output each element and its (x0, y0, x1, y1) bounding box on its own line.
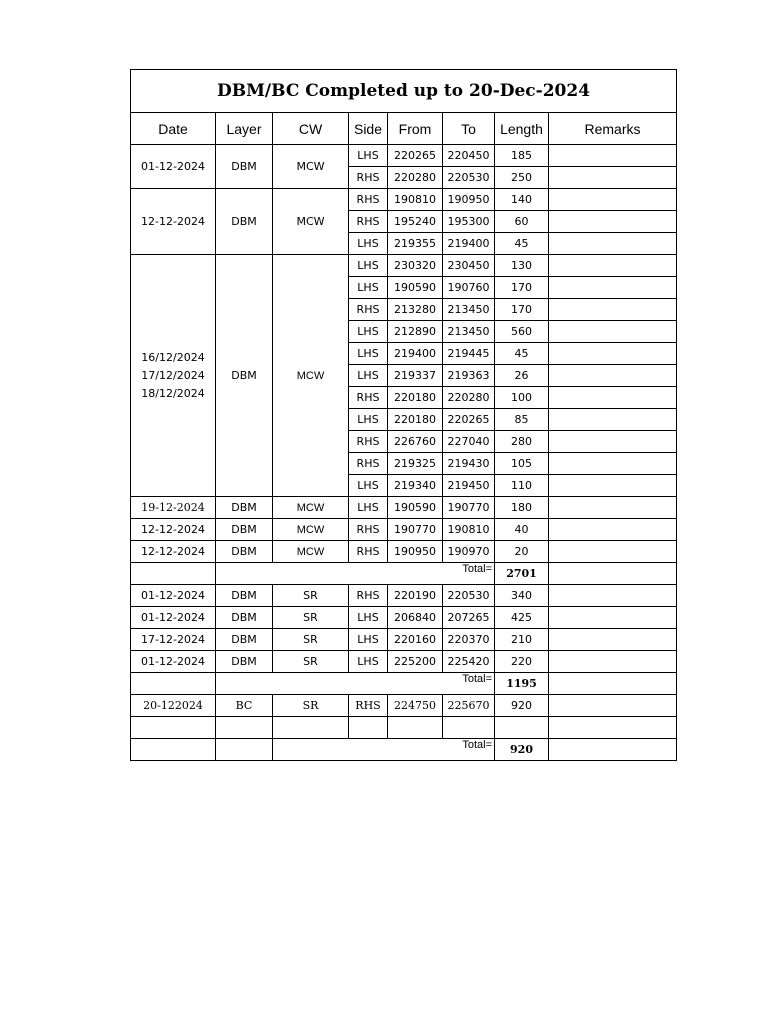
from-cell: 219337 (388, 365, 443, 387)
side-cell: LHS (349, 607, 388, 629)
table-row (131, 519, 677, 541)
remarks-cell (549, 475, 677, 497)
table-row (131, 607, 677, 629)
side-cell: LHS (349, 629, 388, 651)
remarks-cell (549, 739, 677, 761)
header-row (131, 113, 677, 145)
layer-cell: DBM (216, 189, 273, 255)
length-cell: 130 (495, 255, 549, 277)
from-cell: 220180 (388, 409, 443, 431)
from-cell: 226760 (388, 431, 443, 453)
from-cell: 190770 (388, 519, 443, 541)
empty-cell (131, 673, 216, 695)
empty-cell (131, 717, 216, 739)
cw-cell: MCW (273, 497, 349, 519)
cw-cell: MCW (273, 541, 349, 563)
to-cell: 219430 (443, 453, 495, 475)
remarks-cell (549, 277, 677, 299)
side-cell: LHS (349, 365, 388, 387)
from-cell: 190810 (388, 189, 443, 211)
remarks-cell (549, 629, 677, 651)
to-cell: 220370 (443, 629, 495, 651)
from-cell: 212890 (388, 321, 443, 343)
side-cell: LHS (349, 497, 388, 519)
date-cell: 12-12-2024 (131, 189, 216, 255)
from-cell: 219325 (388, 453, 443, 475)
length-cell: 280 (495, 431, 549, 453)
to-cell: 190760 (443, 277, 495, 299)
from-cell: 206840 (388, 607, 443, 629)
side-cell: RHS (349, 299, 388, 321)
side-cell: LHS (349, 233, 388, 255)
header-date: Date (131, 113, 216, 145)
date-line: 18/12/2024 (141, 386, 205, 400)
from-cell: 190950 (388, 541, 443, 563)
to-cell: 190770 (443, 497, 495, 519)
side-cell: RHS (349, 695, 388, 717)
layer-cell: DBM (216, 541, 273, 563)
to-cell: 220265 (443, 409, 495, 431)
table-row (131, 695, 677, 717)
length-cell: 185 (495, 145, 549, 167)
length-cell: 105 (495, 453, 549, 475)
remarks-cell (549, 453, 677, 475)
table-row (131, 189, 677, 211)
total-value: 920 (495, 739, 549, 761)
remarks-cell (549, 651, 677, 673)
to-cell: 190970 (443, 541, 495, 563)
layer-cell: DBM (216, 607, 273, 629)
from-cell: 220190 (388, 585, 443, 607)
side-cell: RHS (349, 167, 388, 189)
to-cell: 227040 (443, 431, 495, 453)
length-cell: 170 (495, 299, 549, 321)
empty-cell (273, 717, 349, 739)
side-cell: RHS (349, 541, 388, 563)
length-cell: 140 (495, 189, 549, 211)
report-sheet (130, 69, 676, 761)
from-cell: 213280 (388, 299, 443, 321)
empty-cell (349, 717, 388, 739)
empty-row (131, 717, 677, 739)
length-cell: 45 (495, 343, 549, 365)
remarks-cell (549, 541, 677, 563)
remarks-cell (549, 387, 677, 409)
from-cell: 230320 (388, 255, 443, 277)
cw-cell: MCW (273, 519, 349, 541)
cw-cell: MCW (273, 145, 349, 189)
header-to: To (443, 113, 495, 145)
layer-cell: DBM (216, 519, 273, 541)
remarks-cell (549, 607, 677, 629)
layer-cell: DBM (216, 145, 273, 189)
empty-cell (443, 717, 495, 739)
table-row (131, 629, 677, 651)
to-cell: 219363 (443, 365, 495, 387)
from-cell: 190590 (388, 497, 443, 519)
layer-cell: DBM (216, 585, 273, 607)
to-cell: 220530 (443, 585, 495, 607)
layer-cell: DBM (216, 629, 273, 651)
date-line: 16/12/2024 (141, 350, 205, 364)
total-value: 2701 (495, 563, 549, 585)
table-row (131, 497, 677, 519)
remarks-cell (549, 497, 677, 519)
layer-cell: DBM (216, 497, 273, 519)
remarks-cell (549, 695, 677, 717)
date-cell: 17-12-2024 (131, 629, 216, 651)
layer-cell: DBM (216, 255, 273, 497)
remarks-cell (549, 255, 677, 277)
cw-cell: SR (273, 651, 349, 673)
cw-cell: SR (273, 607, 349, 629)
length-cell: 85 (495, 409, 549, 431)
remarks-cell (549, 563, 677, 585)
remarks-cell (549, 585, 677, 607)
empty-cell (131, 739, 216, 761)
empty-cell (549, 717, 677, 739)
date-cell: 12-12-2024 (131, 541, 216, 563)
table-row (131, 255, 677, 277)
remarks-cell (549, 409, 677, 431)
empty-cell (131, 563, 216, 585)
side-cell: RHS (349, 189, 388, 211)
length-cell: 45 (495, 233, 549, 255)
total-row (131, 673, 677, 695)
remarks-cell (549, 145, 677, 167)
date-cell: 19-12-2024 (131, 497, 216, 519)
empty-cell (388, 717, 443, 739)
total-label: Total= (216, 673, 495, 695)
side-cell: RHS (349, 431, 388, 453)
cw-cell: MCW (273, 189, 349, 255)
remarks-cell (549, 233, 677, 255)
side-cell: RHS (349, 387, 388, 409)
to-cell: 230450 (443, 255, 495, 277)
from-cell: 190590 (388, 277, 443, 299)
header-side: Side (349, 113, 388, 145)
date-cell: 20-122024 (131, 695, 216, 717)
to-cell: 190950 (443, 189, 495, 211)
length-cell: 110 (495, 475, 549, 497)
to-cell: 220280 (443, 387, 495, 409)
to-cell: 219400 (443, 233, 495, 255)
date-cell: 01-12-2024 (131, 145, 216, 189)
side-cell: LHS (349, 475, 388, 497)
from-cell: 195240 (388, 211, 443, 233)
length-cell: 26 (495, 365, 549, 387)
side-cell: RHS (349, 453, 388, 475)
length-cell: 100 (495, 387, 549, 409)
length-cell: 40 (495, 519, 549, 541)
cw-cell: SR (273, 585, 349, 607)
layer-cell: BC (216, 695, 273, 717)
total-label: Total= (216, 563, 495, 585)
remarks-cell (549, 167, 677, 189)
to-cell: 207265 (443, 607, 495, 629)
side-cell: LHS (349, 145, 388, 167)
remarks-cell (549, 321, 677, 343)
to-cell: 195300 (443, 211, 495, 233)
side-cell: LHS (349, 343, 388, 365)
header-remarks: Remarks (549, 113, 677, 145)
length-cell: 250 (495, 167, 549, 189)
to-cell: 220450 (443, 145, 495, 167)
from-cell: 219340 (388, 475, 443, 497)
remarks-cell (549, 189, 677, 211)
completion-table (130, 69, 677, 761)
to-cell: 190810 (443, 519, 495, 541)
length-cell: 560 (495, 321, 549, 343)
length-cell: 170 (495, 277, 549, 299)
remarks-cell (549, 673, 677, 695)
side-cell: LHS (349, 409, 388, 431)
date-cell: 12-12-2024 (131, 519, 216, 541)
table-title: DBM/BC Completed up to 20-Dec-2024 (131, 70, 677, 113)
remarks-cell (549, 211, 677, 233)
total-row (131, 563, 677, 585)
side-cell: RHS (349, 519, 388, 541)
empty-cell (216, 717, 273, 739)
table-row (131, 145, 677, 167)
length-cell: 425 (495, 607, 549, 629)
length-cell: 210 (495, 629, 549, 651)
length-cell: 60 (495, 211, 549, 233)
header-from: From (388, 113, 443, 145)
from-cell: 220180 (388, 387, 443, 409)
remarks-cell (549, 519, 677, 541)
side-cell: LHS (349, 255, 388, 277)
from-cell: 225200 (388, 651, 443, 673)
table-row (131, 541, 677, 563)
to-cell: 225420 (443, 651, 495, 673)
total-label: Total= (273, 739, 495, 761)
remarks-cell (549, 431, 677, 453)
side-cell: RHS (349, 585, 388, 607)
cw-cell: SR (273, 629, 349, 651)
to-cell: 213450 (443, 321, 495, 343)
empty-cell (495, 717, 549, 739)
from-cell: 224750 (388, 695, 443, 717)
from-cell: 220265 (388, 145, 443, 167)
remarks-cell (549, 365, 677, 387)
to-cell: 219445 (443, 343, 495, 365)
layer-cell: DBM (216, 651, 273, 673)
empty-cell (216, 739, 273, 761)
date-cell: 01-12-2024 (131, 607, 216, 629)
side-cell: LHS (349, 651, 388, 673)
date-line: 17/12/2024 (141, 368, 205, 382)
remarks-cell (549, 343, 677, 365)
cw-cell: SR (273, 695, 349, 717)
length-cell: 180 (495, 497, 549, 519)
length-cell: 20 (495, 541, 549, 563)
length-cell: 920 (495, 695, 549, 717)
side-cell: LHS (349, 277, 388, 299)
remarks-cell (549, 299, 677, 321)
date-cell (131, 255, 216, 497)
side-cell: RHS (349, 211, 388, 233)
header-layer: Layer (216, 113, 273, 145)
from-cell: 219400 (388, 343, 443, 365)
length-cell: 220 (495, 651, 549, 673)
total-value: 1195 (495, 673, 549, 695)
total-row (131, 739, 677, 761)
from-cell: 219355 (388, 233, 443, 255)
table-row (131, 651, 677, 673)
to-cell: 220530 (443, 167, 495, 189)
length-cell: 340 (495, 585, 549, 607)
to-cell: 219450 (443, 475, 495, 497)
date-cell: 01-12-2024 (131, 651, 216, 673)
cw-cell: MCW (273, 255, 349, 497)
date-cell: 01-12-2024 (131, 585, 216, 607)
from-cell: 220160 (388, 629, 443, 651)
header-cw: CW (273, 113, 349, 145)
table-row (131, 585, 677, 607)
from-cell: 220280 (388, 167, 443, 189)
to-cell: 225670 (443, 695, 495, 717)
to-cell: 213450 (443, 299, 495, 321)
header-length: Length (495, 113, 549, 145)
side-cell: LHS (349, 321, 388, 343)
